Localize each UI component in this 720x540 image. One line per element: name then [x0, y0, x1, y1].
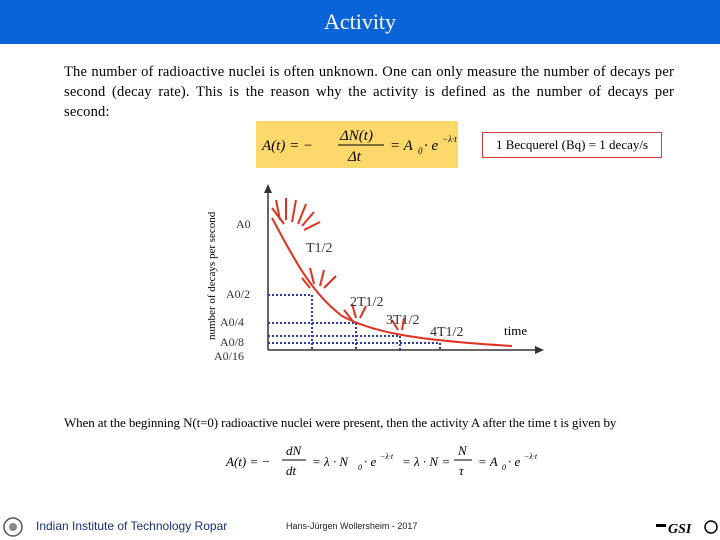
y-axis-arrow — [264, 184, 272, 193]
tick-a0-eighth: A0/8 — [220, 335, 244, 349]
svg-text:0: 0 — [418, 146, 423, 156]
label-t-half: T1/2 — [306, 241, 333, 256]
svg-text:−λ·t: −λ·t — [380, 452, 394, 461]
svg-text:0: 0 — [358, 463, 362, 472]
decay-arrows — [272, 198, 404, 330]
bottom-paragraph: When at the beginning N(t=0) radioactive nuclei were present, then the activity A after the time t is given by — [64, 415, 617, 430]
footer-author: Hans-Jürgen Wollersheim - 2017 — [286, 521, 418, 531]
svg-text:= A: = A — [390, 138, 413, 154]
svg-text:Δt: Δt — [348, 149, 361, 165]
iit-logo-icon — [2, 516, 24, 538]
becquerel-definition: 1 Becquerel (Bq) = 1 decay/s — [482, 132, 662, 158]
svg-text:dt: dt — [286, 463, 297, 478]
tick-a0: A0 — [236, 217, 251, 231]
gsi-logo-icon — [656, 516, 718, 538]
tick-a0-half: A0/2 — [226, 287, 250, 301]
svg-text:· e: · e — [364, 454, 377, 469]
svg-text:0: 0 — [502, 463, 506, 472]
svg-text:N: N — [458, 443, 467, 458]
activity-law-formula — [222, 441, 552, 481]
x-axis-arrow — [535, 346, 544, 354]
svg-text:dN: dN — [286, 443, 302, 458]
svg-text:−λ·t: −λ·t — [442, 134, 457, 144]
y-axis-label: number of decays per second — [206, 211, 218, 340]
svg-text:GSI: GSI — [668, 522, 692, 537]
x-axis-label: time — [504, 323, 528, 338]
footer-institute: Indian Institute of Technology Ropar — [36, 519, 228, 533]
svg-text:A(t) = −: A(t) = − — [226, 454, 271, 469]
svg-text:−λ·t: −λ·t — [524, 452, 538, 461]
tick-a0-sixteenth: A0/16 — [214, 349, 244, 363]
svg-text:A(t) = −: A(t) = − — [262, 138, 314, 154]
decay-figure — [212, 180, 552, 372]
svg-text:· e: · e — [508, 454, 521, 469]
svg-text:ΔN(t): ΔN(t) — [340, 128, 373, 144]
activity-formula-box — [256, 121, 458, 168]
svg-text:· e: · e — [424, 138, 439, 154]
svg-text:= A: = A — [478, 454, 498, 469]
svg-text:= λ · N: = λ · N — [312, 454, 349, 469]
label-2t-half: 2T1/2 — [350, 295, 384, 310]
label-3t-half: 3T1/2 — [386, 313, 420, 328]
svg-text:τ: τ — [459, 463, 464, 478]
title-bar — [0, 0, 720, 44]
intro-paragraph: The number of radioactive nuclei is often unknown. One can only measure the number of decays per second (decay rate). This is the reason why the activity is defined as the number of decays per second: — [64, 64, 674, 120]
activity-formula — [256, 121, 458, 168]
tick-a0-quarter: A0/4 — [220, 315, 244, 329]
label-4t-half: 4T1/2 — [430, 325, 464, 340]
page-title: Activity — [323, 9, 397, 34]
svg-text:= λ · N =: = λ · N = — [402, 454, 451, 469]
